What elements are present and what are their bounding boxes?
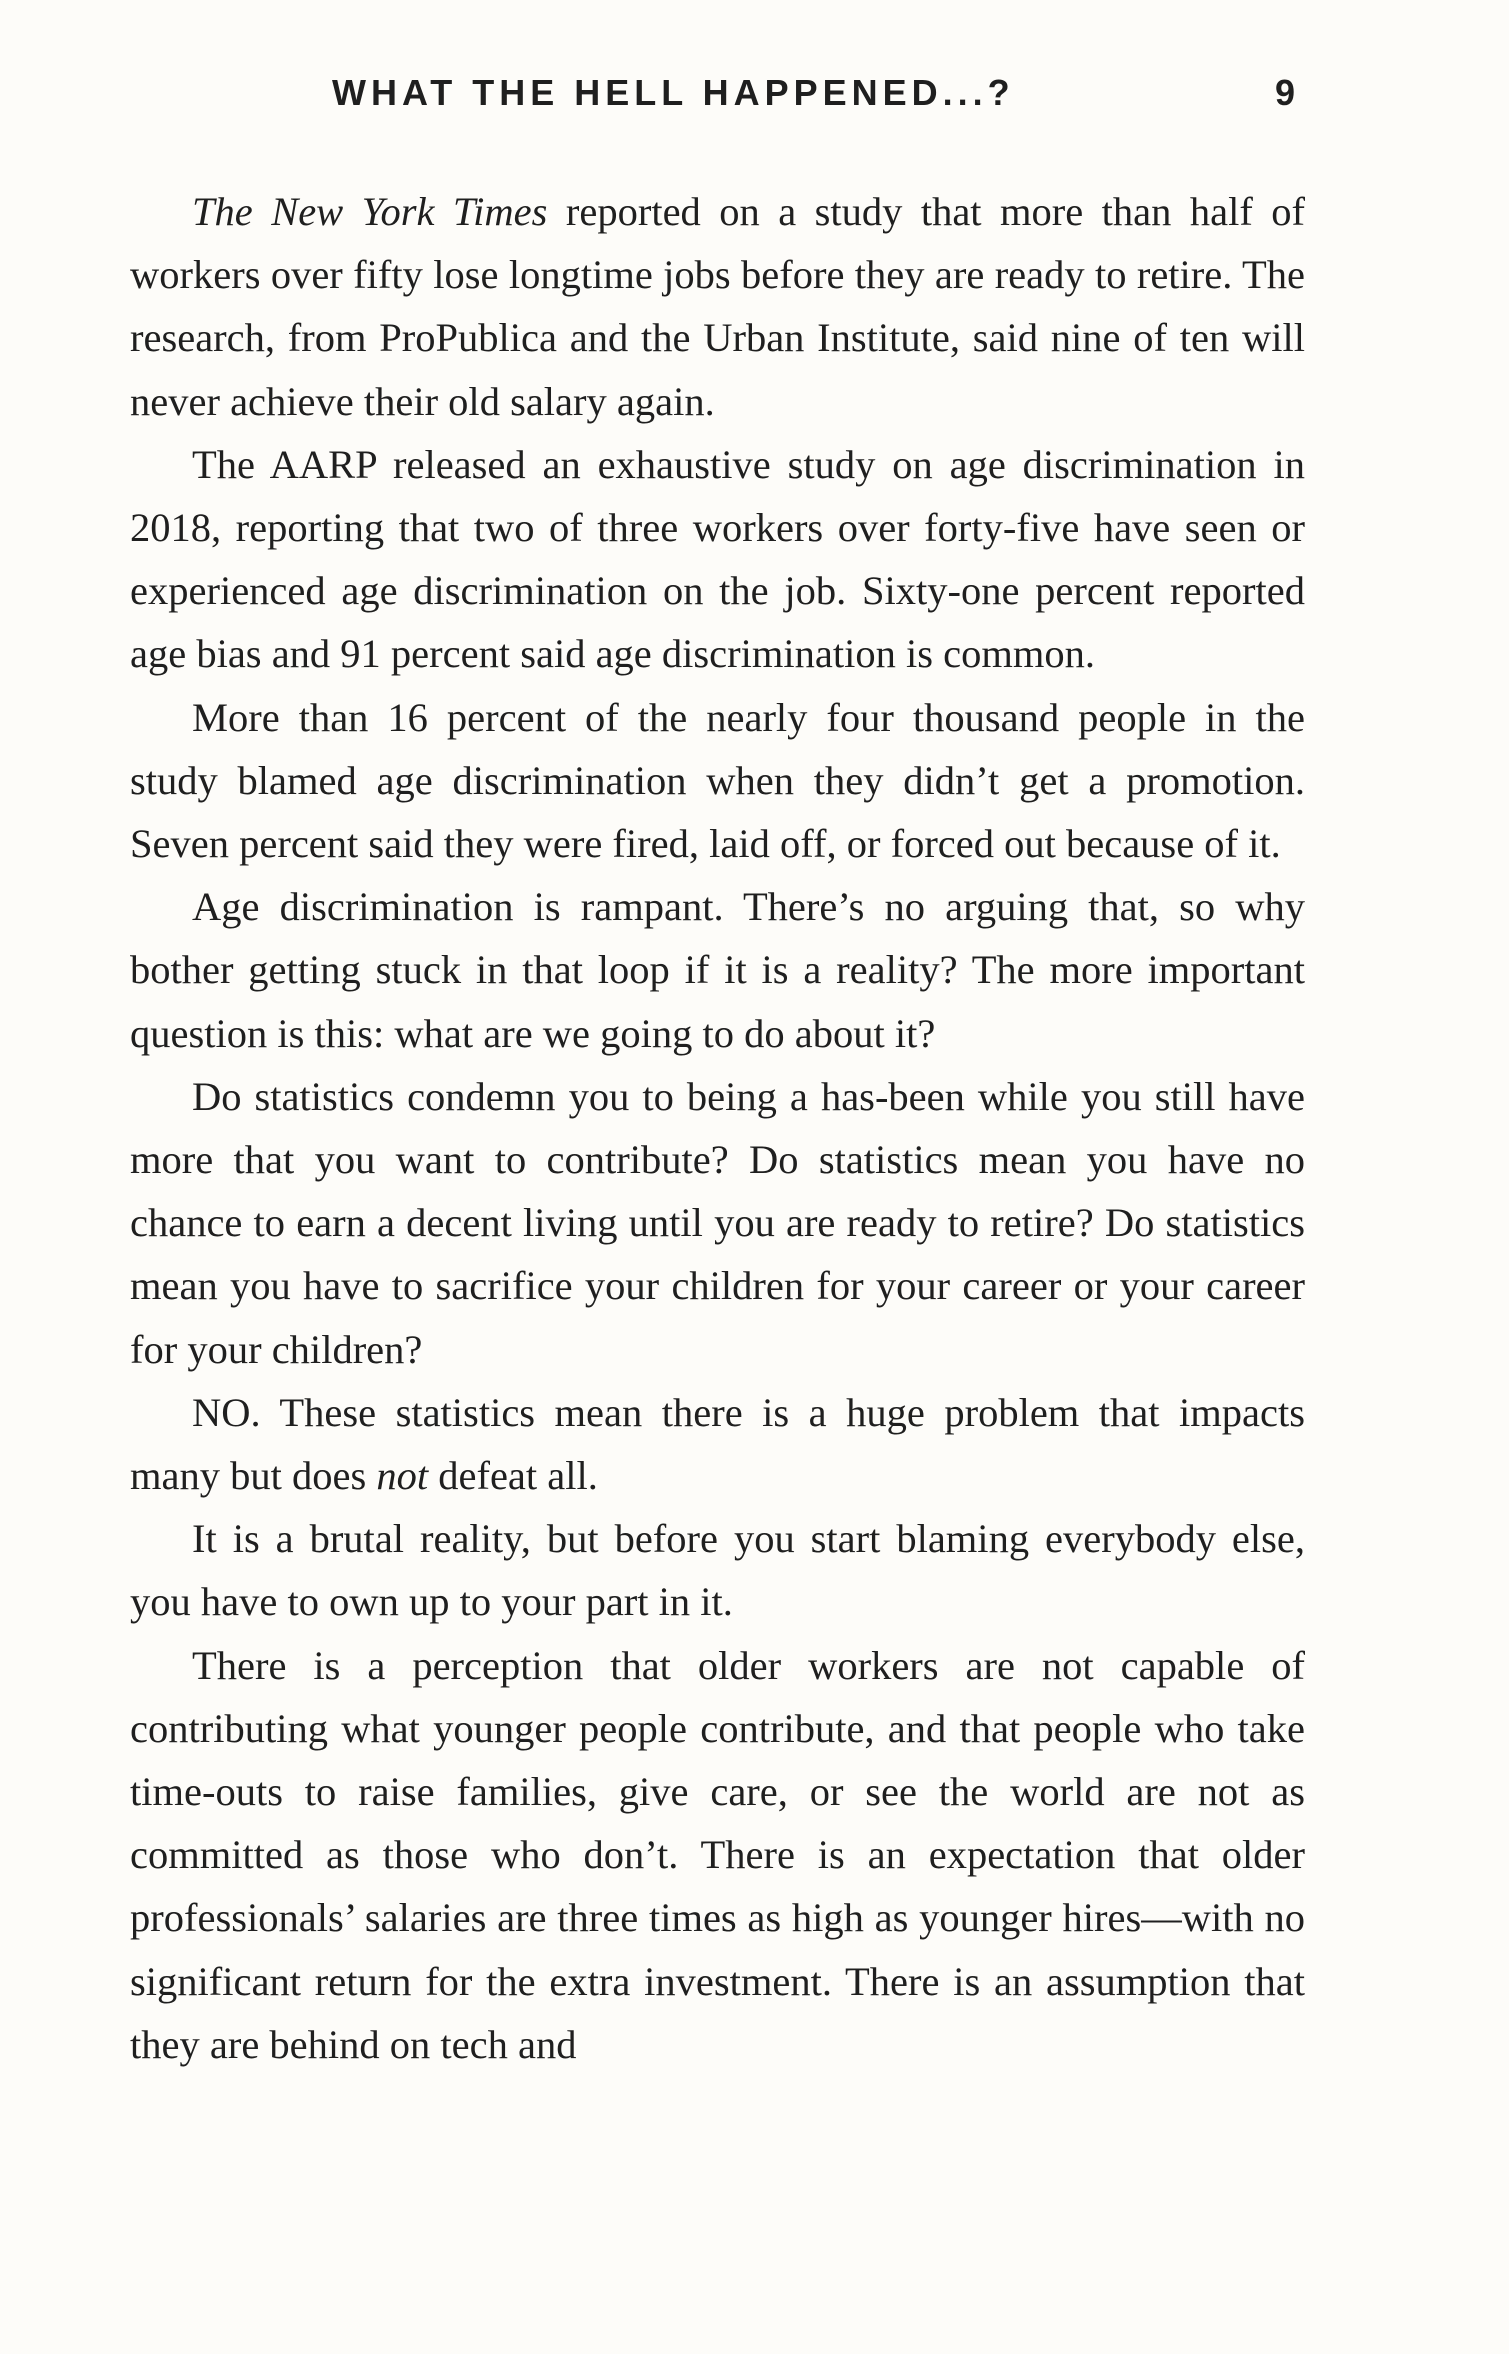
paragraph-promotion-stats: More than 16 percent of the nearly four thousand people in the study blamed age discrimination when they didn’t get a promotion. Seven percent said they were fired, laid off, or forced out because of it. (130, 694, 1305, 867)
body-text (130, 180, 1305, 2076)
publication-title: The New York Times (192, 189, 548, 234)
paragraph-rampant: Age discrimination is rampant. There’s no arguing that, so why bother getting stuck in that loop if it is a reality? The more important question is this: what are we going to do about it? (130, 884, 1305, 1056)
paragraph-perception: There is a perception that older workers are not capable of contributing what younger people contribute, and that people who take time-outs to raise families, give care, or see the world are not as committed as those who don’t. There is an expectation that older professionals’ salaries are three times as high as younger hires—with no significant return for the extra investment. There is an assumption that they are behind on tech and (130, 1642, 1305, 2067)
paragraph-text: NO. These statistics mean there is a huge problem that impacts many but does (130, 1389, 1305, 1499)
paragraph-text: reported on a study that more than half of workers over fifty lose longtime jobs before they are ready to retire. The research, from ProPublica and the Urban Institute, said nine of ten will never achieve their old salary again. (130, 189, 1305, 424)
paragraph-nyt-study (130, 180, 1305, 433)
paragraph-text: defeat all. (428, 1453, 598, 1499)
paragraph-no (130, 1381, 1305, 1507)
emphasis-not: not (376, 1453, 429, 1499)
book-page (130, 0, 1305, 2354)
paragraph-questions: Do statistics condemn you to being a has-been while you still have more that you want to contribute? Do statistics mean you have no chance to earn a decent living until you are ready to retire? Do statistics mean you have to sacrifice your children for your career or your career for your children? (130, 1073, 1305, 1372)
running-title: WHAT THE HELL HAPPENED...? (332, 72, 1015, 113)
running-head (130, 62, 1305, 122)
page-number: 9 (1274, 72, 1295, 113)
paragraph-aarp-study: The AARP released an exhaustive study on age discrimination in 2018, reporting that two of three workers over forty-five have seen or experienced age discrimination on the job. Sixty-one percent reported age bias and 91 percent said age discrimination is common. (130, 441, 1305, 677)
paragraph-brutal-reality: It is a brutal reality, but before you start blaming everybody else, you have to own up to your part in it. (130, 1516, 1305, 1625)
